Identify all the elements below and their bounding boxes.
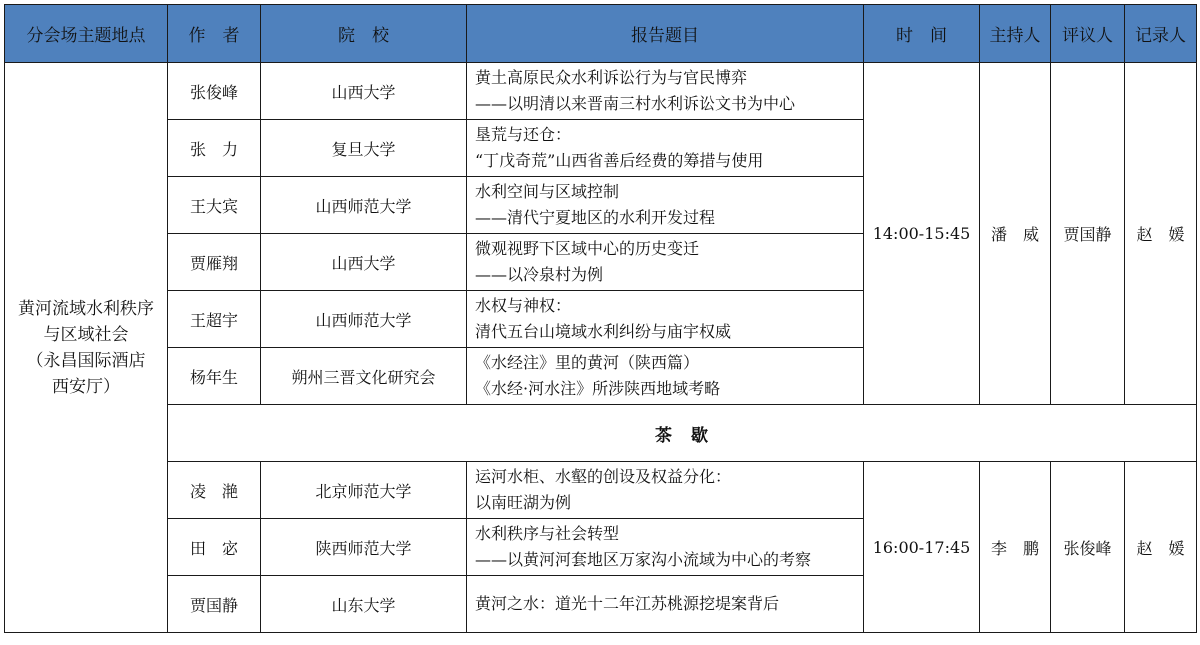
header-time: 时 间 — [864, 5, 980, 63]
title-line: 水权与神权： — [475, 296, 572, 315]
session1-time: 14:00-15:45 — [864, 63, 980, 405]
title-line: 清代五台山境域水利纠纷与庙宇权威 — [475, 322, 732, 341]
title-line: 《水经·河水注》所涉陕西地域考略 — [475, 379, 721, 398]
title-cell — [467, 234, 864, 291]
header-row — [5, 5, 1197, 63]
header-recorder: 记录人 — [1125, 5, 1197, 63]
author-cell: 张 力 — [168, 120, 261, 177]
title-line: 黄河之水：道光十二年江苏桃源挖堤案背后 — [475, 594, 780, 613]
session2-reviewer: 张俊峰 — [1051, 462, 1125, 633]
title-cell — [467, 291, 864, 348]
title-line: 以南旺湖为例 — [475, 493, 572, 512]
venue-cell — [5, 63, 168, 633]
title-cell — [467, 348, 864, 405]
header-topic: 报告题目 — [467, 5, 864, 63]
school-cell: 朔州三晋文化研究会 — [261, 348, 467, 405]
session2-host: 李 鹏 — [980, 462, 1051, 633]
author-cell: 凌 滟 — [168, 462, 261, 519]
header-venue: 分会场主题地点 — [5, 5, 168, 63]
title-line: “丁戊奇荒”山西省善后经费的筹措与使用 — [475, 151, 764, 170]
title-line: 微观视野下区域中心的历史变迁 — [475, 239, 700, 258]
title-line: 水利空间与区域控制 — [475, 182, 620, 201]
school-cell: 山西师范大学 — [261, 177, 467, 234]
title-line: ——以冷泉村为例 — [475, 265, 604, 284]
schedule-table — [4, 4, 1197, 633]
title-cell — [467, 120, 864, 177]
school-cell: 北京师范大学 — [261, 462, 467, 519]
author-cell: 王大宾 — [168, 177, 261, 234]
break-row — [5, 405, 1197, 462]
title-cell — [467, 576, 864, 633]
header-school: 院 校 — [261, 5, 467, 63]
school-cell: 山西大学 — [261, 63, 467, 120]
table-row — [5, 462, 1197, 519]
title-line: ——清代宁夏地区的水利开发过程 — [475, 208, 716, 227]
header-author: 作 者 — [168, 5, 261, 63]
title-line: 垦荒与还仓： — [475, 125, 572, 144]
header-reviewer: 评议人 — [1051, 5, 1125, 63]
session1-recorder: 赵 媛 — [1125, 63, 1197, 405]
venue-line: 黄河流域水利秩序 — [18, 298, 154, 319]
session2-recorder: 赵 媛 — [1125, 462, 1197, 633]
school-cell: 陕西师范大学 — [261, 519, 467, 576]
header-host: 主持人 — [980, 5, 1051, 63]
venue-line: 与区域社会 — [43, 324, 129, 345]
school-cell: 复旦大学 — [261, 120, 467, 177]
author-cell: 张俊峰 — [168, 63, 261, 120]
title-cell — [467, 462, 864, 519]
title-line: 黄土高原民众水利诉讼行为与官民博弈 — [475, 68, 748, 87]
school-cell: 山西师范大学 — [261, 291, 467, 348]
author-cell: 贾雁翔 — [168, 234, 261, 291]
school-cell: 山西大学 — [261, 234, 467, 291]
title-line: 运河水柜、水壑的创设及权益分化： — [475, 467, 732, 486]
tea-break-label: 茶 歇 — [168, 405, 1197, 462]
session2-time: 16:00-17:45 — [864, 462, 980, 633]
session1-reviewer: 贾国静 — [1051, 63, 1125, 405]
table-row — [5, 63, 1197, 120]
author-cell: 田 宓 — [168, 519, 261, 576]
author-cell: 杨年生 — [168, 348, 261, 405]
venue-line: （永昌国际酒店 — [26, 350, 146, 371]
title-line: ——以黄河河套地区万家沟小流域为中心的考察 — [475, 550, 812, 569]
title-cell — [467, 63, 864, 120]
title-cell — [467, 519, 864, 576]
session1-host: 潘 威 — [980, 63, 1051, 405]
author-cell: 王超宇 — [168, 291, 261, 348]
schedule-table-container — [4, 4, 1197, 633]
title-line: 《水经注》里的黄河（陕西篇） — [475, 353, 700, 372]
venue-line: 西安厅） — [52, 376, 120, 397]
title-line: 水利秩序与社会转型 — [475, 524, 620, 543]
title-cell — [467, 177, 864, 234]
title-line: ——以明清以来晋南三村水利诉讼文书为中心 — [475, 94, 796, 113]
author-cell: 贾国静 — [168, 576, 261, 633]
school-cell: 山东大学 — [261, 576, 467, 633]
